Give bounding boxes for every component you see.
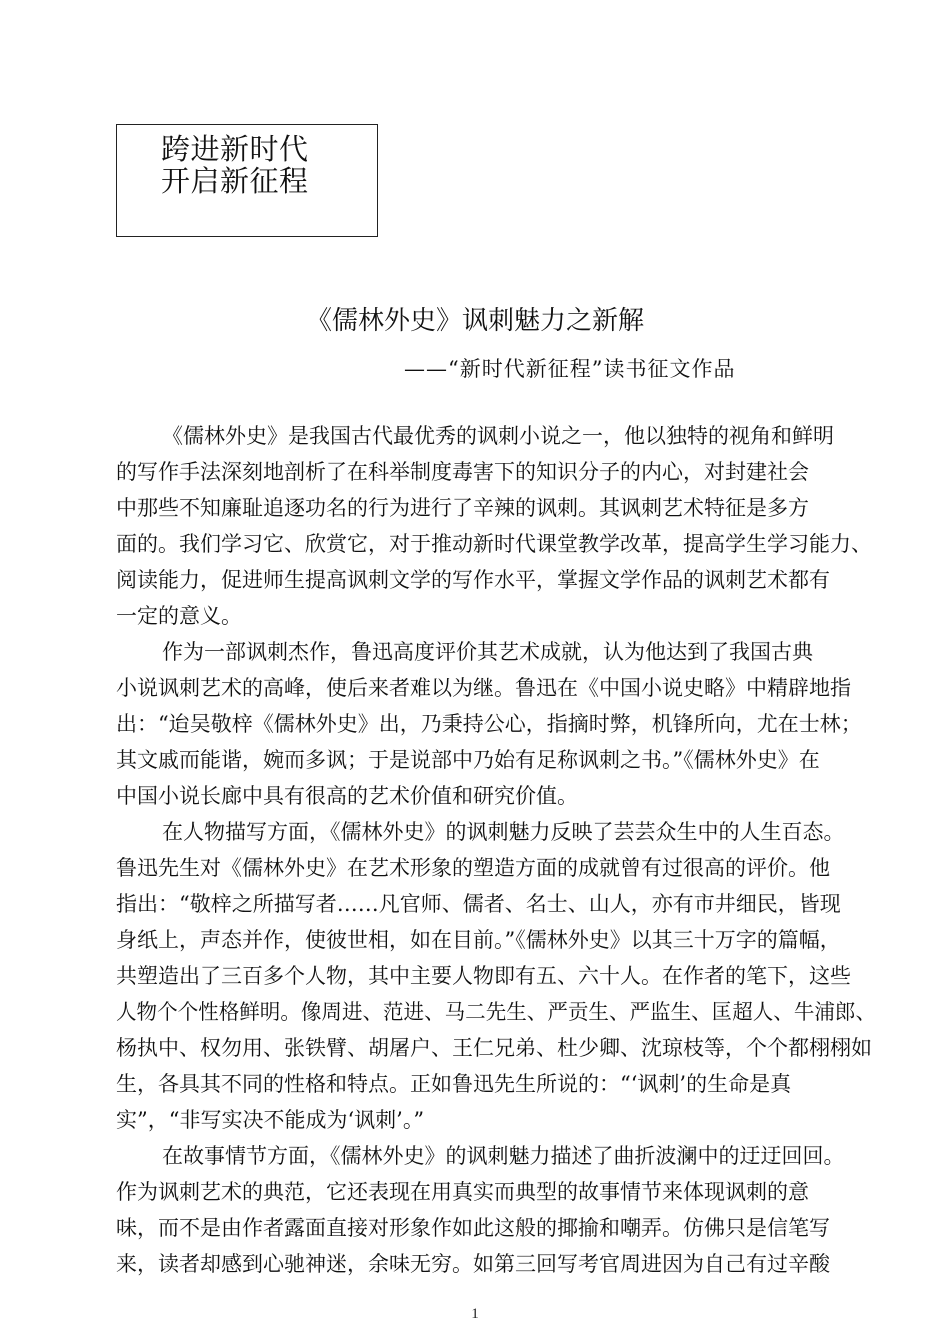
page-number: 1 bbox=[471, 1306, 479, 1322]
body-line: 作为讽刺艺术的典范，它还表现在用真实而典型的故事情节来体现讽刺的意 bbox=[116, 1180, 809, 1204]
body-line: 出：“迨吴敬梓《儒林外史》出，乃秉持公心，指摘时弊，机锋所向，尤在士林； bbox=[116, 712, 862, 736]
body-line: 作为一部讽刺杰作，鲁迅高度评价其艺术成就，认为他达到了我国古典 bbox=[162, 640, 813, 664]
body-line: 中那些不知廉耻追逐功名的行为进行了辛辣的讽刺。其讽刺艺术特征是多方 bbox=[116, 496, 809, 520]
article-subtitle: ——“新时代新征程”读书征文作品 bbox=[404, 357, 736, 381]
body-line: 共塑造出了三百多个人物，其中主要人物即有五、六十人。在作者的笔下，这些 bbox=[116, 964, 851, 988]
body-line: 来，读者却感到心驰神迷，余味无穷。如第三回写考官周进因为自己有过辛酸 bbox=[116, 1252, 830, 1276]
article-title: 《儒林外史》讽刺魅力之新解 bbox=[306, 306, 645, 336]
body-line: 杨执中、权勿用、张铁臂、胡屠户、王仁兄弟、杜少卿、沈琼枝等，个个都栩栩如 bbox=[116, 1036, 872, 1060]
body-line: 其文戚而能谐，婉而多讽；于是说部中乃始有足称讽刺之书。”《儒林外史》在 bbox=[116, 748, 820, 772]
body-line: 面的。我们学习它、欣赏它，对于推动新时代课堂教学改革，提高学生学习能力、 bbox=[116, 532, 872, 556]
banner-line-2: 开启新征程 bbox=[161, 164, 309, 198]
body-line: 指出：“敬梓之所描写者……凡官师、儒者、名士、山人，亦有市井细民，皆现 bbox=[116, 892, 841, 916]
body-line: 人物个个性格鲜明。像周进、范进、马二先生、严贡生、严监生、匡超人、牛浦郎、 bbox=[116, 1000, 876, 1024]
body-line: 实”，“非写实决不能成为‘讽刺’。” bbox=[116, 1108, 425, 1132]
body-line: 的写作手法深刻地剖析了在科举制度毒害下的知识分子的内心，对封建社会 bbox=[116, 460, 809, 484]
banner-box bbox=[116, 124, 378, 237]
body-line: 身纸上，声态并作，使彼世相，如在目前。”《儒林外史》以其三十万字的篇幅， bbox=[116, 928, 841, 952]
body-line: 在人物描写方面，《儒林外史》的讽刺魅力反映了芸芸众生中的人生百态。 bbox=[162, 820, 845, 844]
body-line: 中国小说长廊中具有很高的艺术价值和研究价值。 bbox=[116, 784, 578, 808]
banner-line-1: 跨进新时代 bbox=[161, 132, 309, 166]
body-line: 《儒林外史》是我国古代最优秀的讽刺小说之一，他以独特的视角和鲜明 bbox=[162, 424, 834, 448]
body-line: 一定的意义。 bbox=[116, 604, 242, 628]
body-line: 阅读能力，促进师生提高讽刺文学的写作水平，掌握文学作品的讽刺艺术都有 bbox=[116, 568, 830, 592]
body-line: 小说讽刺艺术的高峰，使后来者难以为继。鲁迅在《中国小说史略》中精辟地指 bbox=[116, 676, 851, 700]
body-line: 味，而不是由作者露面直接对形象作如此这般的揶揄和嘲弄。仿佛只是信笔写 bbox=[116, 1216, 830, 1240]
body-line: 生，各具其不同的性格和特点。正如鲁迅先生所说的：“‘讽刺’的生命是真 bbox=[116, 1072, 792, 1096]
body-line: 鲁迅先生对《儒林外史》在艺术形象的塑造方面的成就曾有过很高的评价。他 bbox=[116, 856, 830, 880]
body-line: 在故事情节方面，《儒林外史》的讽刺魅力描述了曲折波澜中的迂迂回回。 bbox=[162, 1144, 845, 1168]
